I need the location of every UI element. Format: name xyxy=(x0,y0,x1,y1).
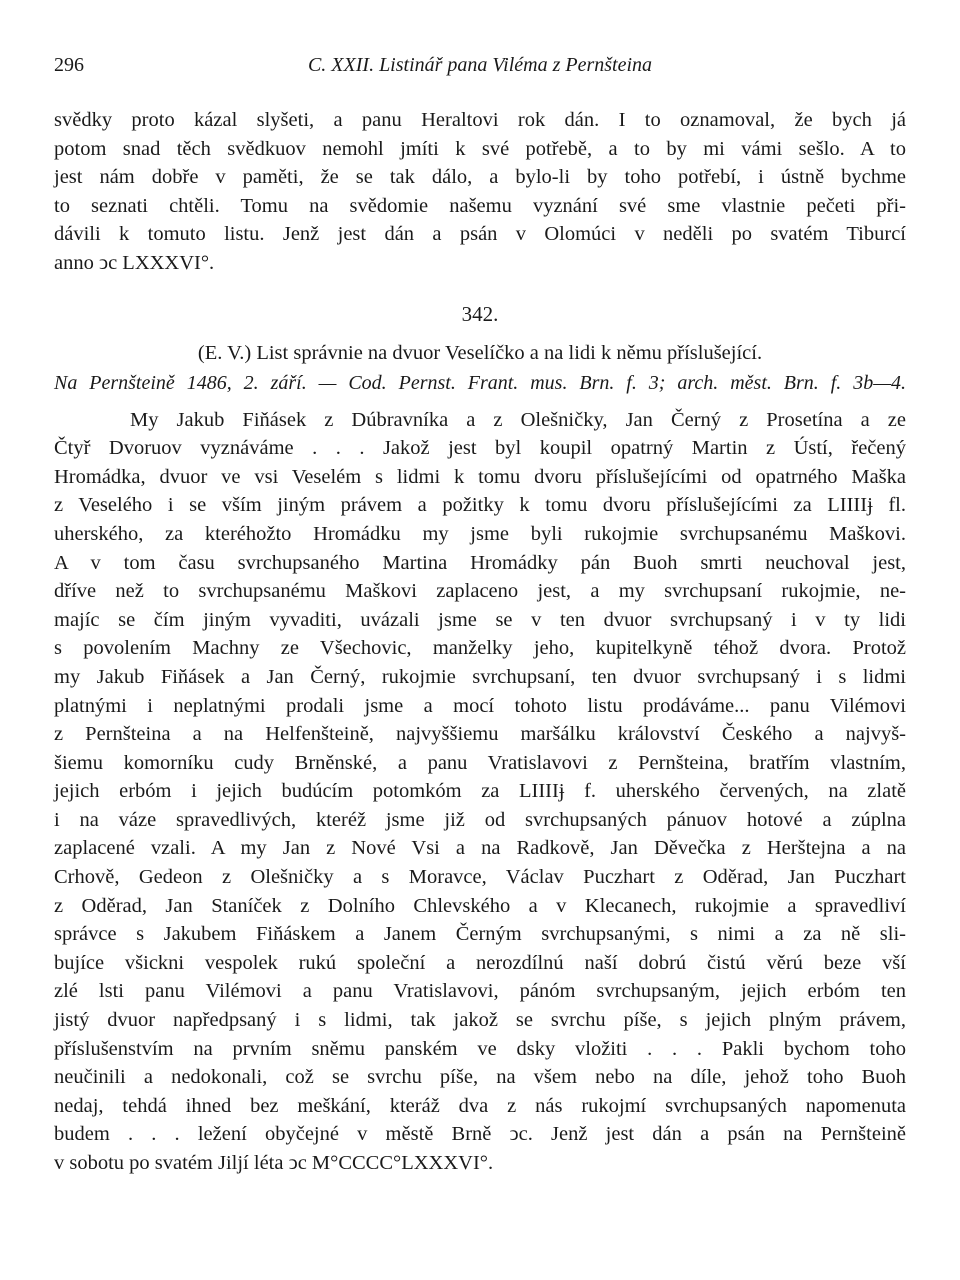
text-line: správce s Jakubem Fiňáskem a Janem Černým svrchupsanými, s nimi a za ně sli- xyxy=(54,923,906,946)
text-line: zaplacené vzali. A my Jan z Nové Vsi a na Radkově, Jan Děvečka z Herštejna a na xyxy=(54,837,906,860)
text-line: uherského, za kteréhožto Hromádku my jsme byli rukojmie svrchupsanému Maškovi. xyxy=(54,522,906,545)
text-line: dříve než to svrchupsanému Maškovi zaplaceno jest, a my svrchupsaní rukojmie, ne- xyxy=(54,580,906,603)
text-line: z Oděrad, Jan Staníček z Dolního Chlevského a v Klecanech, rukojmie a spravedliví xyxy=(54,894,906,917)
text-line: budem . . . ležení obyčejné v městě Brně ↄc. Jenž jest dán a psán na Pernšteině xyxy=(54,1123,906,1146)
text-line: jest nám dobře v paměti, že se tak dálo, a bylo-li by toho potřebí, i ústně bychme xyxy=(54,166,906,189)
text-line: my Jakub Fiňásek a Jan Černý, rukojmie svrchupsaní, ten dvuor svrchupsaný i s lidmi xyxy=(54,665,906,688)
text-line: neučinili a nedokonali, což se svrchu píše, na všem nebo na díle, jehož toho Buoh xyxy=(54,1066,906,1089)
text-line: Crhově, Gedeon z Olešničky a s Moravce, Václav Puczhart z Oděrad, Jan Puczhart xyxy=(54,866,906,889)
running-head: C. XXII. Listinář pana Viléma z Pernšteina xyxy=(307,54,653,76)
text-line: s povolením Machny ze Všechovic, manželky jeho, kupitelkyně téhož dvora. Protož xyxy=(54,637,906,660)
document-title: (E. V.) List správnie na dvuor Veselíčko a na lidi k němu příslušející. xyxy=(197,341,763,364)
text-line: majíc se čím jiným vyvaditi, uvázali jsme se v ten dvuor svrchupsaný i v ty lidi xyxy=(54,608,906,631)
text-line: dávili k tomuto listu. Jenž jest dán a psán v Olomúci v neděli po svatém Tiburcí xyxy=(54,223,906,246)
text-line: potom snad těch svědkuov nemohl jmíti k své potřebě, a to by mi vámi sešlo. A to xyxy=(54,137,906,160)
text-line: z Veselého i se vším jiným právem a požitky k tomu dvoru příslušejícími za LIIIIɉ fl. xyxy=(54,494,906,517)
continued-text xyxy=(54,106,906,278)
document-source: Na Pernšteině 1486, 2. září. — Cod. Pernst. Frant. mus. Brn. f. 3; arch. měst. Brn. f. 3b—4. xyxy=(54,371,906,394)
text-line: z Pernšteina a na Helfenšteině, najvyššiemu maršálku království Českého a najvyš- xyxy=(54,723,906,746)
text-line: bujíce všickni vespolek rukú společní a nerozdílnú naší dobrú čistú věrú beze vší xyxy=(54,951,906,974)
text-line: i na váze spravedlivých, kteréž jsme již od svrchupsaných pánuov hotové a zúplna xyxy=(54,808,906,831)
text-line: nedaj, tehdá ihned bez meškání, kteráž dva z nás rukojmí svrchupsaných napomenuta xyxy=(54,1094,906,1117)
text-line: jejich erbóm i jejich budúcím potomkóm za LIIIIɉ f. uherského červených, na zlatě xyxy=(54,780,906,803)
text-line: to seznati chtěli. Tomu na svědomie našemu vyznání své sme vlastnie pečeti při- xyxy=(54,194,906,217)
text-line: jistý dvuor napředpsaný i s lidmi, tak jakož se svrchu píše, s jejich plným právem, xyxy=(54,1009,906,1032)
text-line: zlé lsti panu Vilémovi a panu Vratislavovi, pánóm svrchupsaným, jejich erbóm ten xyxy=(54,980,906,1003)
page-number: 296 xyxy=(54,54,84,76)
text-line: A v tom času svrchupsaného Martina Hromádky pán Buoh smrti neuchoval jest, xyxy=(54,551,906,574)
text-line: v sobotu po svatém Jiljí léta ↄc M°CCCC°LXXXVI°. xyxy=(54,1152,494,1174)
document-body xyxy=(54,406,906,1178)
book-page xyxy=(54,48,906,1178)
text-line: Čtyř Dvoruov vyznáváme . . . Jakož jest byl koupil opatrný Martin z Ústí, řečený xyxy=(54,437,906,460)
text-line: příslušenstvím na prvním sněmu panském ve dsky vložiti . . . Pakli bychom toho xyxy=(54,1037,906,1060)
document-number: 342. xyxy=(461,301,499,326)
page-header xyxy=(54,48,906,88)
text-line: anno ↄc LXXXVI°. xyxy=(54,251,215,274)
text-line: šiemu komorníku cudy Brněnské, a panu Vratislavovi z Pernšteina, bratřím vlastním, xyxy=(54,751,906,774)
text-line: My Jakub Fiňásek z Dúbravníka a z Olešničky, Jan Černý z Prosetína a ze xyxy=(130,408,906,431)
text-line: svědky proto kázal slyšeti, a panu Heraltovi rok dán. I to oznamoval, že bych já xyxy=(54,109,906,131)
text-line: platnými i neplatnými prodali jsme a mocí tohoto listu prodáváme... panu Vilémovi xyxy=(54,694,906,717)
text-line: Hromádka, dvuor ve vsi Veselém s lidmi k tomu dvoru příslušejícími od opatrného Maška xyxy=(54,465,906,488)
